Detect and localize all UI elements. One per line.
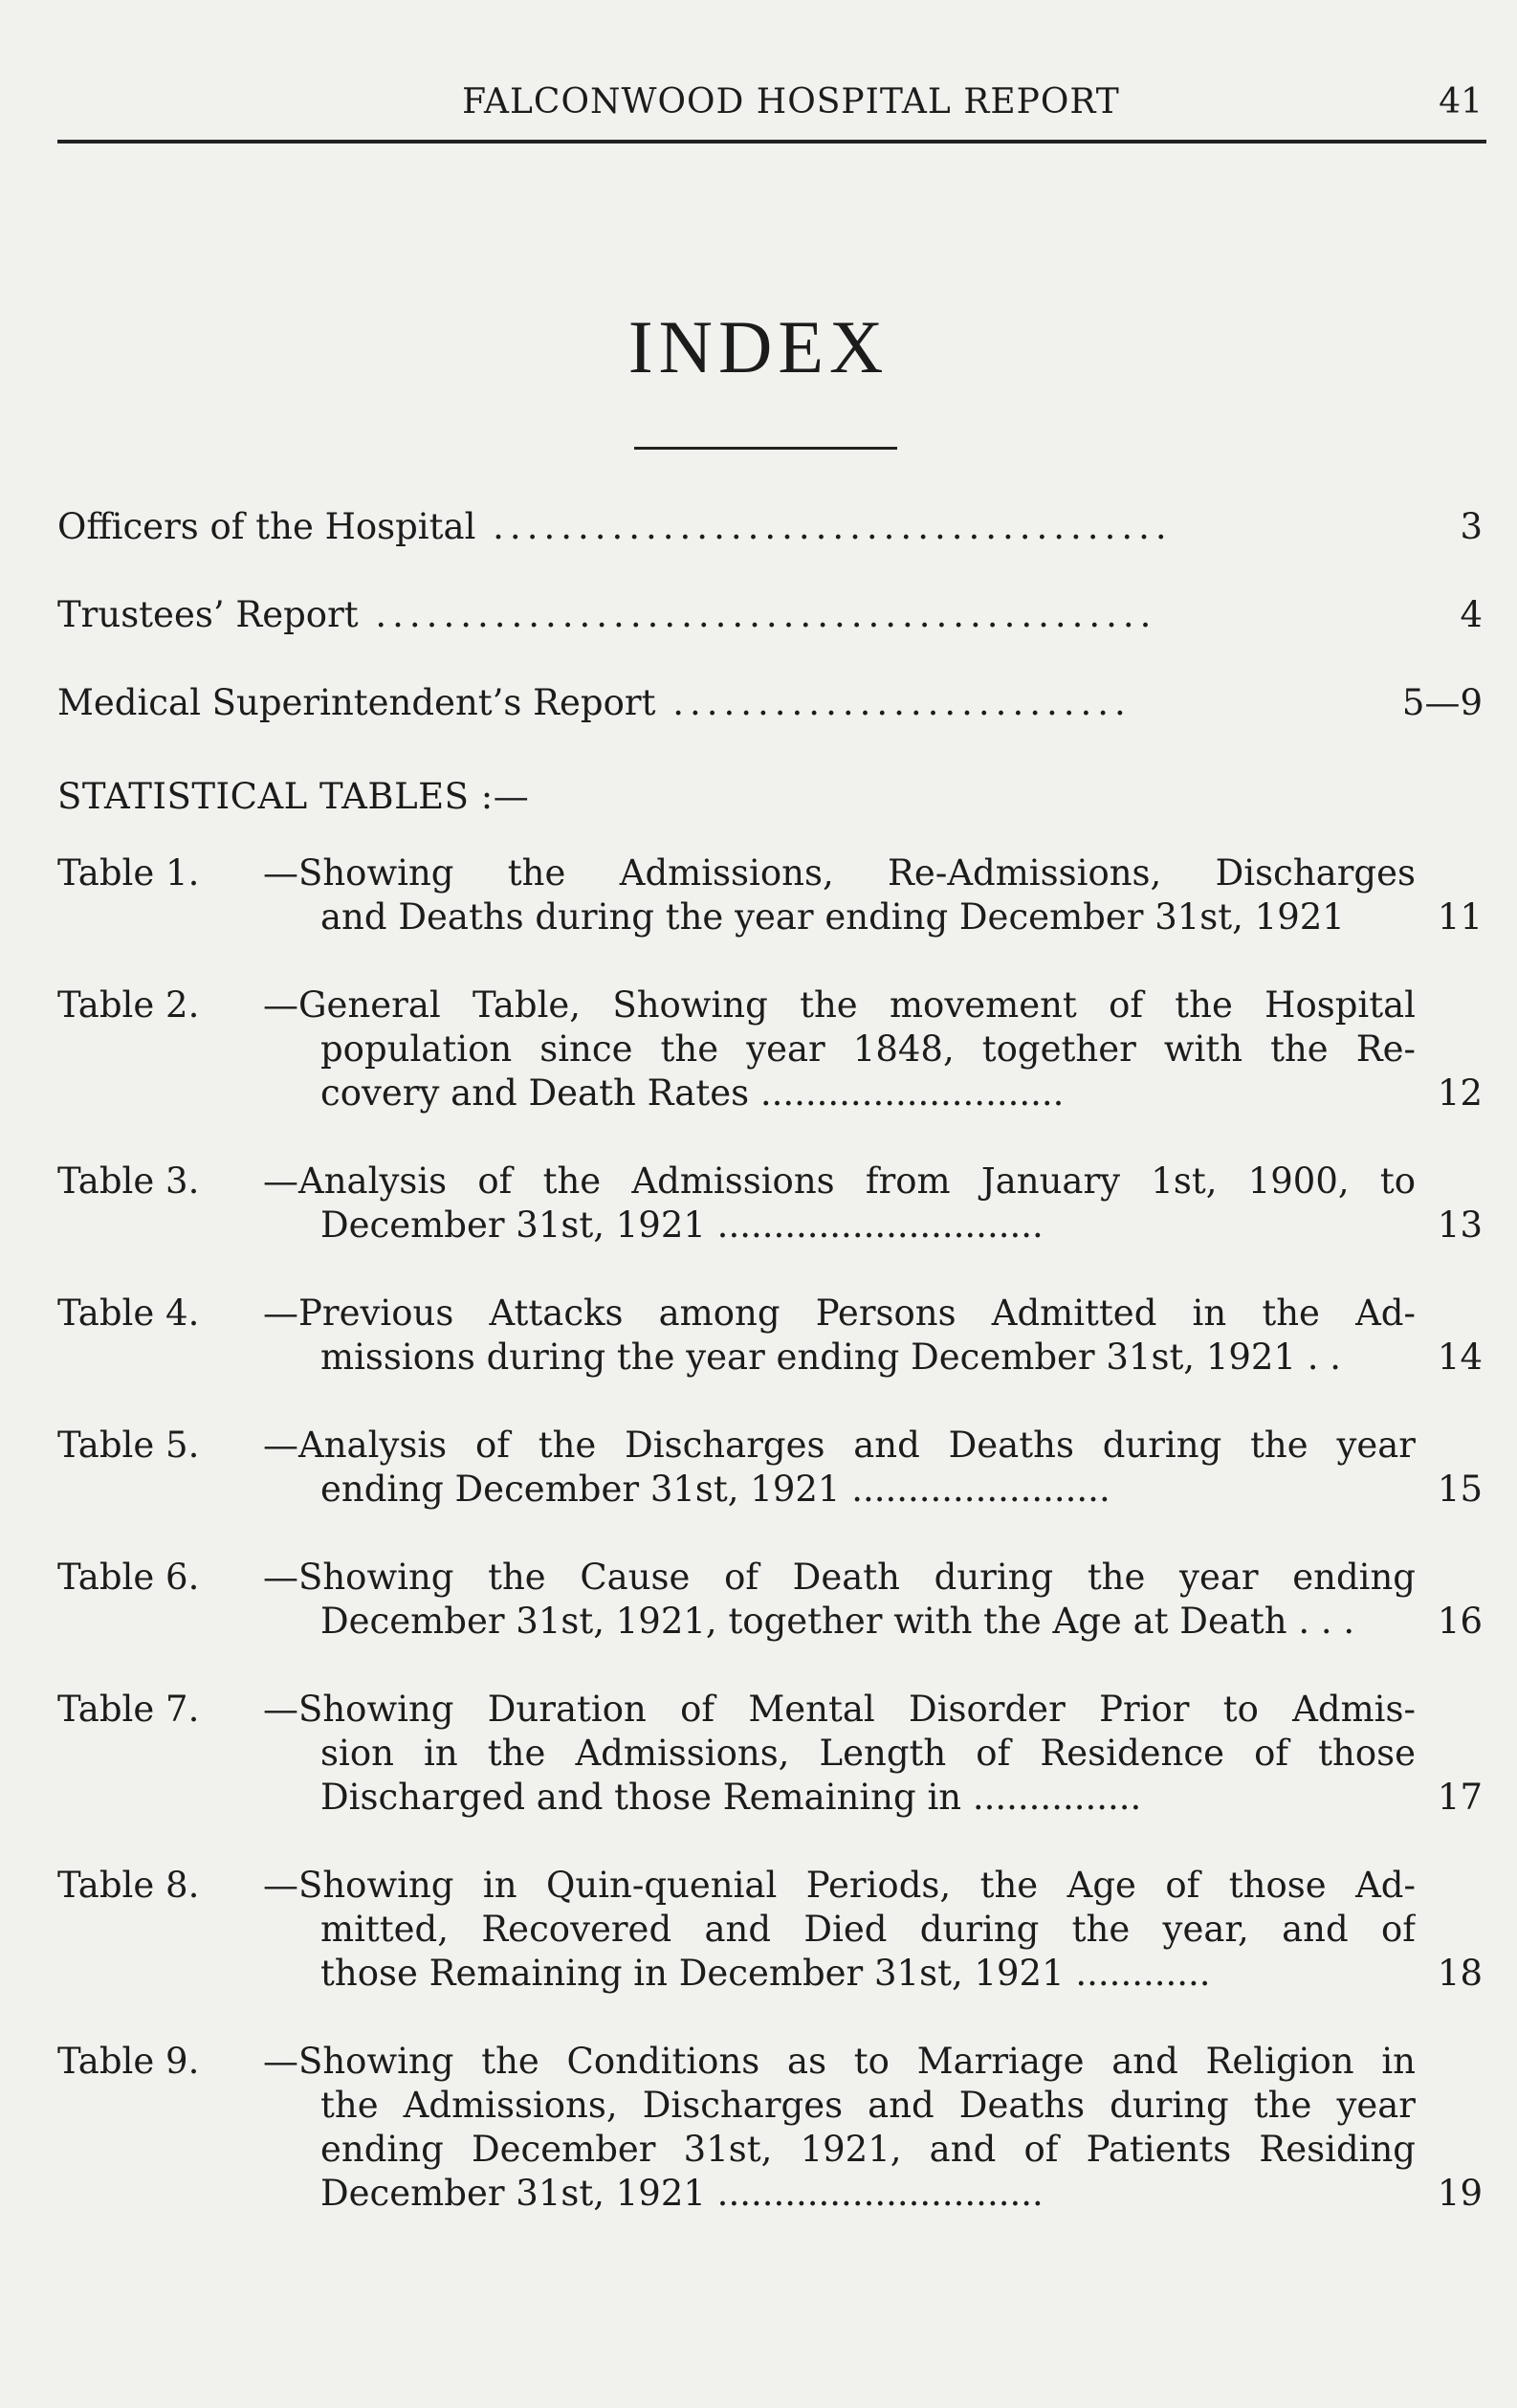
entry-page: 3 bbox=[1460, 506, 1483, 547]
page-number: 41 bbox=[1439, 82, 1483, 122]
table-description: —Showing in Quin-quenial Periods, the Age of those Ad- mitted, Recovered and Died during the year, and of those Remaining in December 31st, 1921 ............ bbox=[263, 1865, 1416, 1994]
leader-dots: ........................... bbox=[655, 682, 1132, 723]
table-name: Table 2. bbox=[57, 984, 200, 1026]
table-page: 18 bbox=[1437, 1953, 1483, 1994]
table-description: —Showing the Cause of Death during the year ending December 31st, 1921, together with the Age at Death . . . bbox=[263, 1557, 1416, 1642]
table-page: 13 bbox=[1437, 1204, 1483, 1246]
title-rule bbox=[634, 447, 897, 450]
entry-label: Medical Superintendent’s Report ........................... bbox=[57, 682, 1132, 723]
entry-label: Trustees’ Report .............................................. bbox=[57, 594, 1157, 635]
page-header bbox=[57, 82, 1486, 130]
entry-page: 4 bbox=[1460, 594, 1483, 635]
table-name: Table 9. bbox=[57, 2041, 200, 2082]
table-page: 12 bbox=[1437, 1072, 1483, 1114]
leader-dots: .............................................. bbox=[358, 594, 1157, 635]
table-description: —Showing the Admissions, Re-Admissions, Discharges and Deaths during the year ending December 31st, 1921 bbox=[263, 852, 1416, 938]
table-name: Table 4. bbox=[57, 1292, 200, 1334]
table-page: 16 bbox=[1437, 1601, 1483, 1642]
table-page: 14 bbox=[1437, 1337, 1483, 1378]
header-rule bbox=[57, 140, 1486, 144]
table-name: Table 5. bbox=[57, 1425, 200, 1466]
table-name: Table 3. bbox=[57, 1160, 200, 1202]
table-name: Table 1. bbox=[57, 852, 200, 894]
leader-dots: ........................................ bbox=[475, 506, 1173, 547]
entry-page: 5—9 bbox=[1401, 682, 1483, 723]
running-title: FALCONWOOD HOSPITAL REPORT bbox=[462, 82, 1120, 122]
table-page: 15 bbox=[1437, 1469, 1483, 1510]
table-page: 17 bbox=[1437, 1777, 1483, 1818]
table-page: 19 bbox=[1437, 2173, 1483, 2214]
table-description: —Analysis of the Discharges and Deaths during the year ending December 31st, 1921 ....................... bbox=[263, 1425, 1416, 1510]
table-description: —Previous Attacks among Persons Admitted in the Ad- missions during the year ending December 31st, 1921 . . bbox=[263, 1292, 1416, 1378]
table-description: —Showing the Conditions as to Marriage and Religion in the Admissions, Discharges and Deaths during the year ending December 31st, 1921, and of Patients Residing December 31st, 1921 ............................. bbox=[263, 2041, 1416, 2214]
table-description: —General Table, Showing the movement of the Hospital population since the year 1848, together with the Re- covery and Death Rates ........................... bbox=[263, 984, 1416, 1114]
entry-label: Officers of the Hospital ........................................ bbox=[57, 506, 1173, 547]
index-title: INDEX bbox=[627, 305, 890, 388]
table-page: 11 bbox=[1437, 896, 1483, 938]
table-name: Table 8. bbox=[57, 1865, 200, 1906]
statistical-tables-heading: STATISTICAL TABLES :— bbox=[57, 776, 530, 817]
table-description: —Analysis of the Admissions from January 1st, 1900, to December 31st, 1921 ............................. bbox=[263, 1160, 1416, 1246]
table-name: Table 6. bbox=[57, 1557, 200, 1598]
table-name: Table 7. bbox=[57, 1689, 200, 1730]
table-description: —Showing Duration of Mental Disorder Prior to Admis- sion in the Admissions, Length of Residence of those Discharged and those Remaining in ............... bbox=[263, 1689, 1416, 1818]
